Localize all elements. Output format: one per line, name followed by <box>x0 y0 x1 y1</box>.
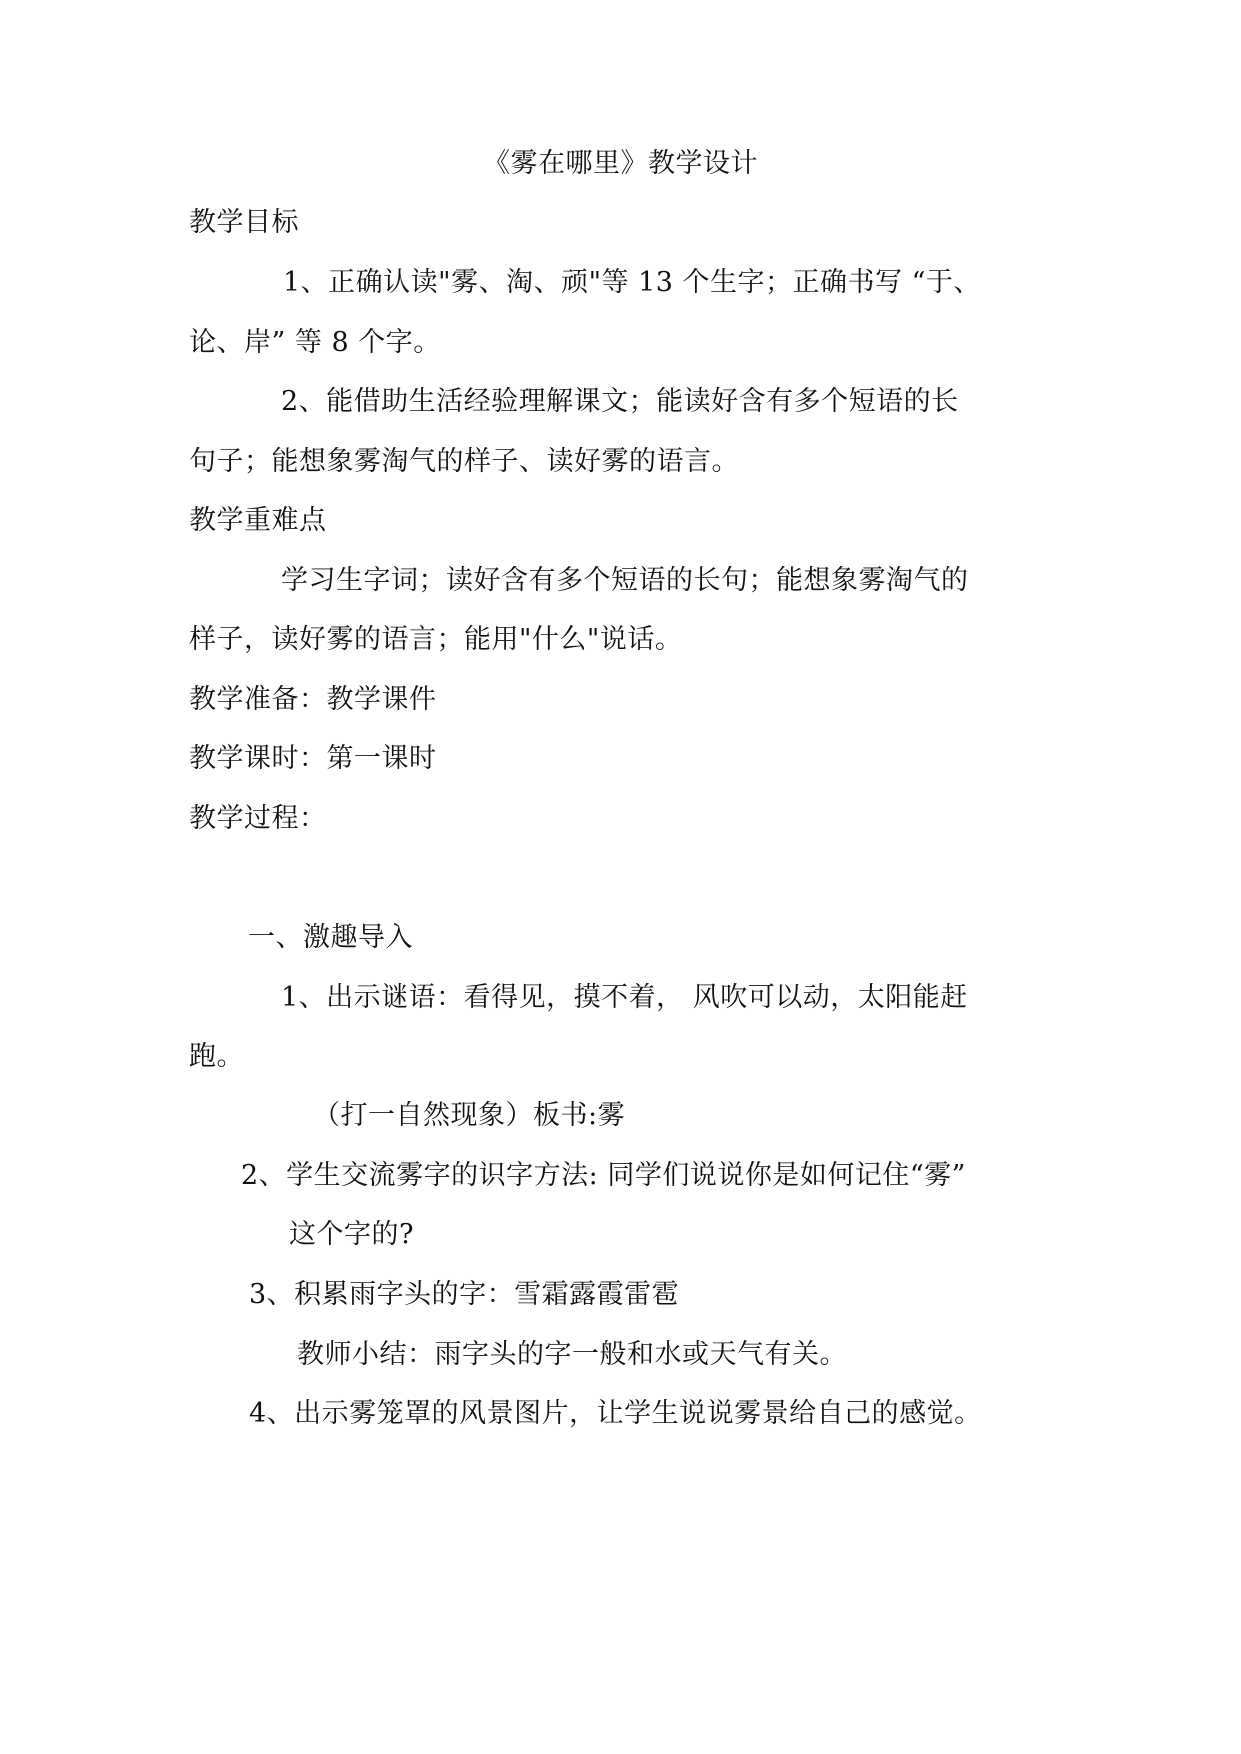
teacher-summary: 教师小结：雨字头的字一般和水或天气有关。 <box>297 1339 847 1370</box>
step-4: 4、出示雾笼罩的风景图片，让学生说说雾景给自己的感觉。 <box>249 1398 982 1429</box>
step-1-line-3: （打一自然现象）板书:雾 <box>313 1100 626 1131</box>
keypoints-line-2: 样子，读好雾的语言；能用"什么"说话。 <box>189 624 683 655</box>
process-heading: 教学过程： <box>189 803 327 834</box>
goals-heading: 教学目标 <box>189 207 299 238</box>
step-2-line-2: 这个字的? <box>289 1219 414 1250</box>
teaching-preparation: 教学准备：教学课件 <box>189 684 437 715</box>
document-title: 《雾在哪里》教学设计 <box>483 148 758 179</box>
step-1-line-2: 跑。 <box>189 1041 244 1072</box>
goal-item-2-line-2: 句子；能想象雾淘气的样子、读好雾的语言。 <box>189 446 739 477</box>
goal-item-2-line-1: 2、能借助生活经验理解课文；能读好含有多个短语的长 <box>281 386 959 417</box>
teaching-hours: 教学课时：第一课时 <box>189 743 437 774</box>
step-2-line-1: 2、学生交流雾字的识字方法: 同学们说说你是如何记住“雾” <box>241 1160 966 1191</box>
goal-item-1-line-1: 1、正确认读"雾、淘、顽"等 13 个生字；正确书写 “于、 <box>283 267 981 298</box>
step-1-line-1: 1、出示谜语：看得见，摸不着， 风吹可以动，太阳能赶 <box>281 982 968 1013</box>
goal-item-1-line-2: 论、岸” 等 8 个字。 <box>189 327 441 358</box>
step-3: 3、积累雨字头的字：雪霜露霞雷雹 <box>249 1279 680 1310</box>
keypoints-line-1: 学习生字词；读好含有多个短语的长句；能想象雾淘气的 <box>281 565 969 596</box>
section-1-heading: 一、激趣导入 <box>248 922 413 953</box>
keypoints-heading: 教学重难点 <box>189 505 327 536</box>
